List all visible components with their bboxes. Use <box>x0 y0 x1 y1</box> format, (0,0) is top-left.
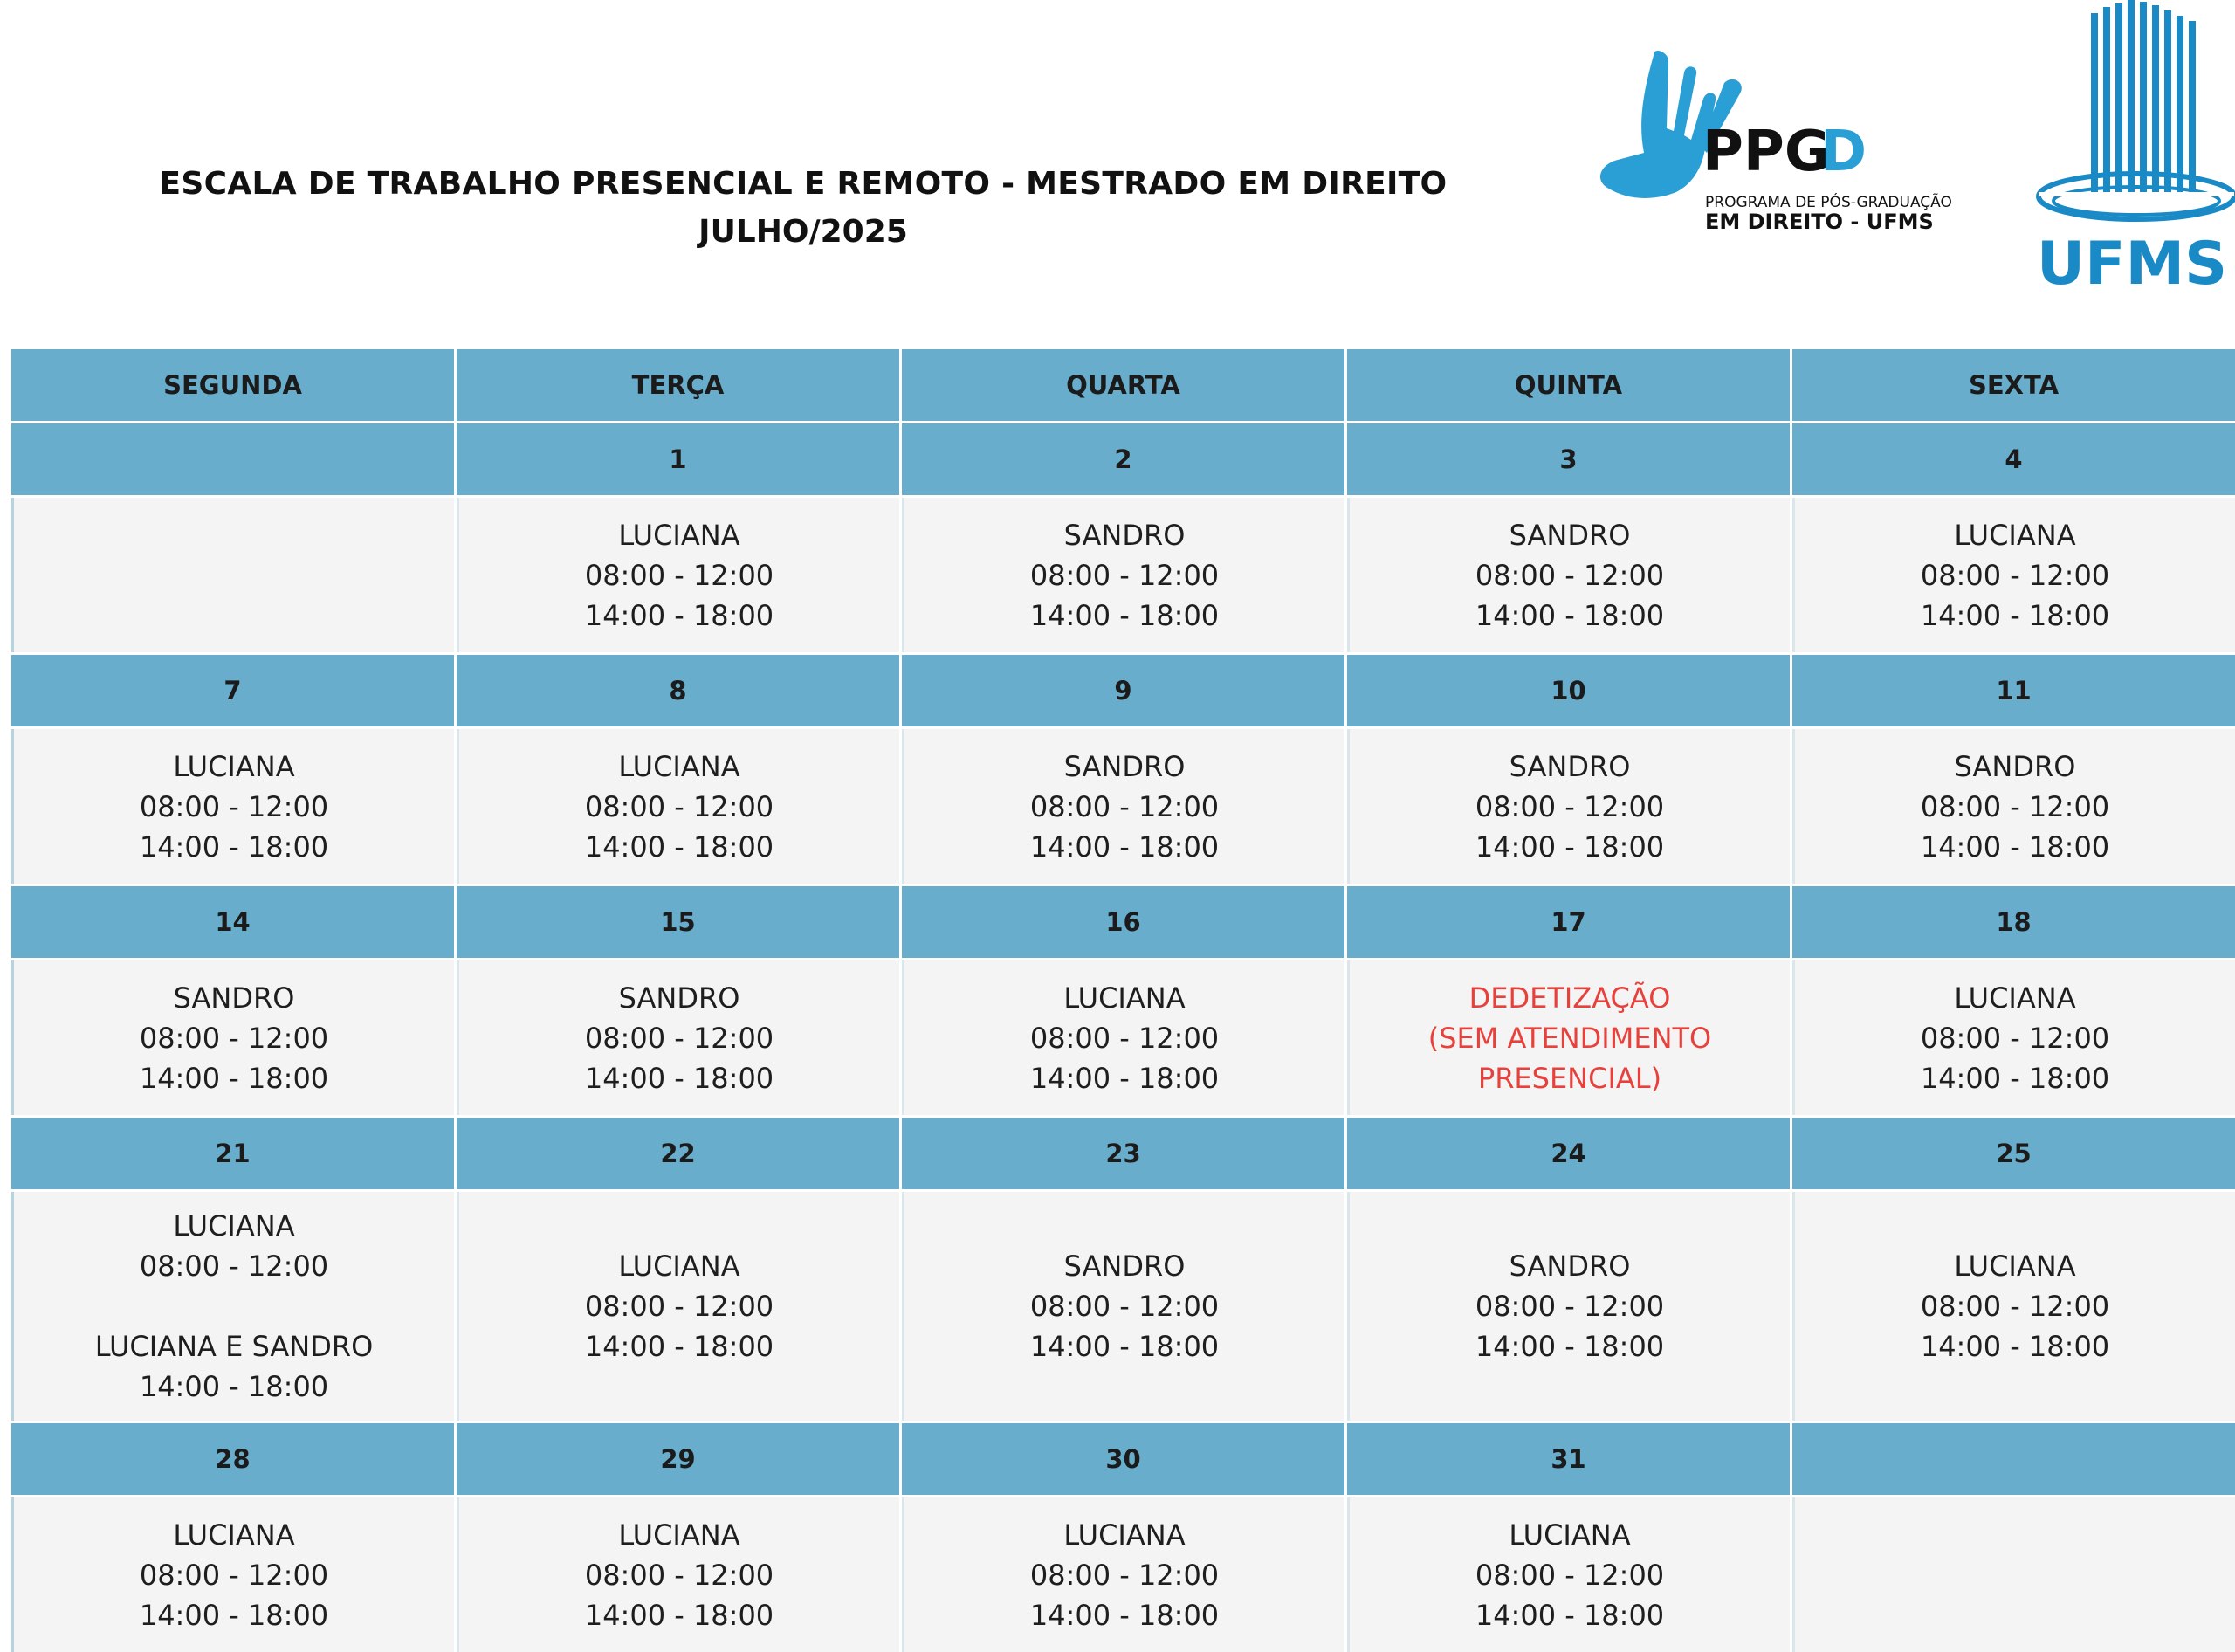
staff-name: SANDRO <box>1509 518 1631 552</box>
weeks-container <box>11 423 2235 1652</box>
staff-name: LUCIANA <box>173 749 295 783</box>
staff-name: SANDRO <box>1063 749 1186 783</box>
schedule-line: 14:00 - 18:00 <box>1029 1599 1220 1632</box>
schedule-line: 08:00 - 12:00 <box>139 1559 329 1592</box>
day-number: 17 <box>1347 886 1792 958</box>
schedule-line: 14:00 - 18:00 <box>1029 1061 1220 1095</box>
schedule-line: 14:00 - 18:00 <box>1920 829 2110 864</box>
staff-name: LUCIANA <box>173 1209 295 1242</box>
staff-name: LUCIANA <box>1063 1518 1186 1552</box>
day-schedule-cell <box>11 729 457 884</box>
staff-name: LUCIANA <box>618 1518 740 1552</box>
day-schedule-cell <box>457 1497 902 1652</box>
day-schedule-cell <box>902 1497 1347 1652</box>
weekday-header-row <box>11 349 2235 421</box>
schedule-line: 14:00 - 18:00 <box>584 598 774 632</box>
schedule-line: (SEM ATENDIMENTO <box>1427 1021 1712 1055</box>
schedule-line: 08:00 - 12:00 <box>1475 558 1665 592</box>
ufms-building-icon <box>2039 0 2234 219</box>
day-number: 3 <box>1347 423 1792 495</box>
day-schedule-row <box>11 1192 2235 1421</box>
schedule-line: 14:00 - 18:00 <box>139 1370 329 1403</box>
day-number: 9 <box>902 655 1347 726</box>
staff-name: LUCIANA <box>618 518 740 552</box>
day-number: 28 <box>11 1423 457 1495</box>
day-number: 22 <box>457 1118 902 1189</box>
schedule-line: 08:00 - 12:00 <box>1029 1021 1220 1055</box>
staff-name: SANDRO <box>1954 749 2076 783</box>
schedule-line: 14:00 - 18:00 <box>1029 829 1220 864</box>
day-schedule-cell <box>11 1192 457 1421</box>
staff-name: LUCIANA <box>1954 518 2076 552</box>
weekday-quarta: QUARTA <box>902 349 1347 421</box>
day-number: 21 <box>11 1118 457 1189</box>
schedule-line: 08:00 - 12:00 <box>1029 558 1220 592</box>
schedule-line: 08:00 - 12:00 <box>584 1021 774 1055</box>
ufms-logo <box>2030 0 2235 297</box>
day-schedule-row <box>11 729 2235 884</box>
day-schedule-cell <box>1347 1192 1792 1421</box>
schedule-line: 08:00 - 12:00 <box>1920 789 2110 823</box>
schedule-title <box>157 166 1449 250</box>
day-schedule-cell <box>902 498 1347 652</box>
day-number-row <box>11 1118 2235 1189</box>
schedule-line: 08:00 - 12:00 <box>1029 1559 1220 1592</box>
schedule-line: 08:00 - 12:00 <box>1029 789 1220 823</box>
day-schedule-cell <box>1347 729 1792 884</box>
day-number: 24 <box>1347 1118 1792 1189</box>
day-schedule-cell <box>1792 1497 2235 1652</box>
schedule-line: 14:00 - 18:00 <box>139 1599 329 1632</box>
schedule-line: 08:00 - 12:00 <box>584 558 774 592</box>
day-number: 14 <box>11 886 457 958</box>
day-schedule-cell <box>1347 1497 1792 1652</box>
day-number: 4 <box>1792 423 2235 495</box>
staff-name: DEDETIZAÇÃO <box>1468 981 1671 1015</box>
day-schedule-cell <box>1792 1192 2235 1421</box>
schedule-line: 08:00 - 12:00 <box>1920 1021 2110 1055</box>
day-number: 29 <box>457 1423 902 1495</box>
ppgd-subtitle-1: PROGRAMA DE PÓS-GRADUAÇÃO <box>1705 194 1952 211</box>
day-number: 25 <box>1792 1118 2235 1189</box>
day-number: 10 <box>1347 655 1792 726</box>
day-schedule-row <box>11 960 2235 1115</box>
schedule-line: 08:00 - 12:00 <box>1475 789 1665 823</box>
staff-name: SANDRO <box>1509 749 1631 783</box>
day-schedule-cell <box>11 1497 457 1652</box>
schedule-line: 14:00 - 18:00 <box>1475 829 1665 864</box>
staff-name: LUCIANA <box>618 749 740 783</box>
schedule-line: 14:00 - 18:00 <box>584 1061 774 1095</box>
day-number: 8 <box>457 655 902 726</box>
staff-name: LUCIANA <box>1063 981 1186 1015</box>
day-number-row <box>11 423 2235 495</box>
weekday-segunda: SEGUNDA <box>11 349 457 421</box>
staff-name: SANDRO <box>1509 1249 1631 1283</box>
staff-name: SANDRO <box>618 981 740 1015</box>
day-schedule-cell <box>1347 498 1792 652</box>
schedule-line: 14:00 - 18:00 <box>1920 1330 2110 1363</box>
schedule-line: 08:00 - 12:00 <box>139 789 329 823</box>
schedule-line: 14:00 - 18:00 <box>139 829 329 864</box>
schedule-line: 14:00 - 18:00 <box>1029 1330 1220 1363</box>
staff-name: LUCIANA <box>173 1518 295 1552</box>
schedule-line: 08:00 - 12:00 <box>1920 1290 2110 1323</box>
schedule-line: 14:00 - 18:00 <box>1475 1330 1665 1363</box>
schedule-line: 14:00 - 18:00 <box>139 1061 329 1095</box>
day-schedule-cell <box>1792 498 2235 652</box>
schedule-line: 14:00 - 18:00 <box>584 1599 774 1632</box>
day-number-row <box>11 1423 2235 1495</box>
day-schedule-cell <box>457 960 902 1115</box>
schedule-line: 08:00 - 12:00 <box>1920 558 2110 592</box>
schedule-line: 08:00 - 12:00 <box>1029 1290 1220 1323</box>
day-number: 23 <box>902 1118 1347 1189</box>
staff-name: LUCIANA <box>1954 981 2076 1015</box>
schedule-line: 08:00 - 12:00 <box>1475 1290 1665 1323</box>
schedule-line: 08:00 - 12:00 <box>584 789 774 823</box>
day-schedule-cell <box>1792 729 2235 884</box>
schedule-line: PRESENCIAL) <box>1477 1061 1662 1095</box>
staff-name: LUCIANA <box>1954 1249 2076 1283</box>
day-number: 30 <box>902 1423 1347 1495</box>
schedule-line: 14:00 - 18:00 <box>1920 598 2110 632</box>
day-schedule-cell <box>457 1192 902 1421</box>
day-number: 31 <box>1347 1423 1792 1495</box>
schedule-line: 08:00 - 12:00 <box>584 1290 774 1323</box>
day-number: 1 <box>457 423 902 495</box>
day-number <box>1792 1423 2235 1495</box>
day-number: 7 <box>11 655 457 726</box>
schedule-line: 14:00 - 18:00 <box>1475 598 1665 632</box>
schedule-line: 08:00 - 12:00 <box>584 1559 774 1592</box>
day-number: 2 <box>902 423 1347 495</box>
schedule-line: 14:00 - 18:00 <box>1029 598 1220 632</box>
day-schedule-cell <box>457 729 902 884</box>
day-number: 16 <box>902 886 1347 958</box>
day-number: 18 <box>1792 886 2235 958</box>
day-number-row <box>11 886 2235 958</box>
schedule-line: 08:00 - 12:00 <box>139 1249 329 1283</box>
schedule-line: LUCIANA E SANDRO <box>94 1330 374 1363</box>
schedule-line: 08:00 - 12:00 <box>1475 1559 1665 1592</box>
day-schedule-cell <box>902 960 1347 1115</box>
day-schedule-cell <box>11 960 457 1115</box>
schedule-calendar <box>11 349 2235 1652</box>
day-schedule-cell <box>902 729 1347 884</box>
ppgd-logo <box>1593 48 1960 249</box>
schedule-line: 14:00 - 18:00 <box>1920 1061 2110 1095</box>
staff-name: LUCIANA <box>618 1249 740 1283</box>
day-number: 15 <box>457 886 902 958</box>
staff-name: SANDRO <box>1063 518 1186 552</box>
title-line-2: JULHO/2025 <box>698 214 908 250</box>
day-schedule-alert <box>1347 960 1792 1115</box>
day-number: 11 <box>1792 655 2235 726</box>
staff-name: SANDRO <box>173 981 295 1015</box>
day-number <box>11 423 457 495</box>
ufms-wordmark: UFMS <box>2036 230 2228 297</box>
schedule-line: 08:00 - 12:00 <box>139 1021 329 1055</box>
day-number-row <box>11 655 2235 726</box>
weekday-sexta: SEXTA <box>1792 349 2235 421</box>
day-schedule-cell <box>11 498 457 652</box>
schedule-line: 14:00 - 18:00 <box>1475 1599 1665 1632</box>
weekday-quinta: QUINTA <box>1347 349 1792 421</box>
day-schedule-row <box>11 498 2235 652</box>
day-schedule-cell <box>1792 960 2235 1115</box>
staff-name: LUCIANA <box>1509 1518 1631 1552</box>
ppgd-subtitle-2: EM DIREITO - UFMS <box>1705 210 1934 234</box>
day-schedule-cell <box>902 1192 1347 1421</box>
ppgd-letters-ppg: PPG <box>1702 120 1831 184</box>
weekday-terca: TERÇA <box>457 349 902 421</box>
staff-name: SANDRO <box>1063 1249 1186 1283</box>
schedule-line: 14:00 - 18:00 <box>584 1330 774 1363</box>
day-schedule-row <box>11 1497 2235 1652</box>
schedule-line: 14:00 - 18:00 <box>584 829 774 864</box>
title-line-1: ESCALA DE TRABALHO PRESENCIAL E REMOTO - MESTRADO EM DIREITO <box>159 166 1448 202</box>
ppgd-letter-d: D <box>1820 120 1867 184</box>
day-schedule-cell <box>457 498 902 652</box>
